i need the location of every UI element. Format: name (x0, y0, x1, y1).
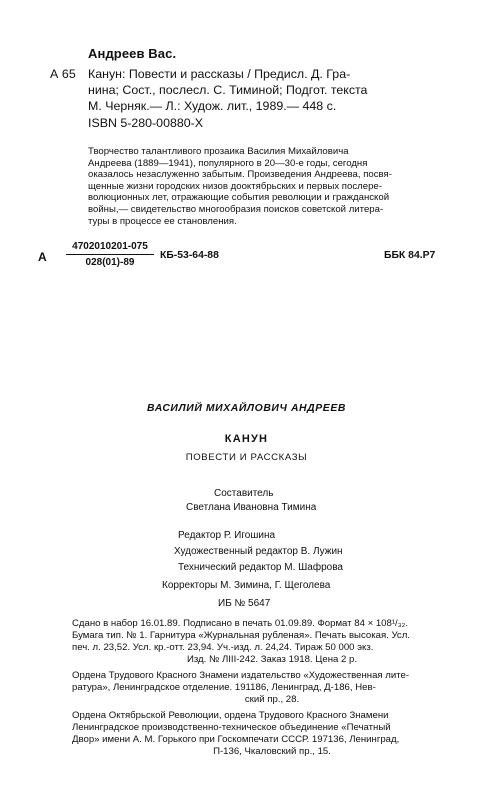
annotation-line: туры в процессе ее становления. (88, 215, 237, 227)
printer-line: П-136, Чкаловский пр., 15. (213, 746, 331, 757)
annotation-line: Андреева (1889—1941), популярного в 20—30-е годы, сегодня (88, 157, 368, 169)
card-line: нина; Сост., послесл. С. Тиминой; Подгот. текста (88, 83, 368, 98)
annotation-line: войны,— свидетельство многообразия поисков советской литера- (88, 203, 384, 215)
author-full-name: ВАСИЛИЙ МИХАЙЛОВИЧ АНДРЕЕВ (147, 403, 346, 414)
card-author: Андреев Вас. (88, 46, 177, 61)
publisher-line: ратура», Ленинградское отделение. 191186, Ленинград, Д-186, Нев- (72, 682, 376, 693)
proofreaders: Корректоры М. Зимина, Г. Щеголева (162, 580, 331, 591)
a-mark: А (38, 250, 47, 264)
card-bibliographic-lines (88, 66, 367, 131)
printer-line: Двор» имени А. М. Горького при Госкомпечати СССР. 197136, Ленинград, (72, 734, 400, 745)
card-line: Канун: Повести и рассказы / Предисл. Д. Гра- (88, 67, 351, 81)
classification-fraction (66, 240, 154, 269)
annotation-line: щенные жизни городских низов дооктябрьских и первых послере- (88, 180, 382, 192)
publisher-details (72, 670, 472, 706)
publisher-line: Ордена Трудового Красного Знамени издательство «Художественная лите- (72, 670, 410, 681)
printer-details (72, 710, 472, 758)
art-editor: Художественный редактор В. Лужин (174, 546, 343, 557)
publisher-line: ский пр., 28. (244, 694, 300, 705)
fraction-top: 4702010201-075 (72, 241, 148, 252)
print-line: Сдано в набор 16.01.89. Подписано в печать 01.09.89. Формат 84 × 108¹/₃₂. (72, 618, 409, 629)
tech-editor: Технический редактор М. Шафрова (178, 562, 343, 573)
compiler-name: Светлана Ивановна Тимина (186, 502, 317, 513)
print-line: Изд. № ЛIII-242. Заказ 1918. Цена 2 р. (186, 654, 358, 665)
card-line: М. Черняк.— Л.: Худож. лит., 1989.— 448 с. (88, 99, 337, 114)
isbn: ISBN 5-280-00880-X (88, 115, 204, 130)
fraction-bottom: 028(01)-89 (85, 257, 135, 268)
annotation-line: оказалось незаслуженно забытым. Произведения Андреева, посвя- (88, 169, 392, 181)
bbk-code: ББК 84.Р7 (384, 250, 436, 261)
printer-line: Ордена Октябрьской Революции, ордена Трудового Красного Знамени (72, 710, 389, 721)
editor: Редактор Р. Игошина (178, 530, 276, 541)
print-line: Бумага тип. № 1. Гарнитура «Журнальная рубленая». Печать высокая. Усл. (72, 630, 410, 641)
printer-line: Ленинградское производственно-техническое объединение «Печатный (72, 722, 391, 733)
print-line: печ. л. 23,52. Усл. кр.-отт. 23,94. Уч.-изд. л. 24,24. Тираж 50 000 экз. (72, 642, 374, 653)
annotation-line: Творчество талантливого прозаика Василия Михайловича (88, 146, 349, 157)
print-details (72, 618, 472, 666)
book-title: КАНУН (224, 433, 269, 445)
fraction-bar (66, 254, 154, 255)
annotation-line: волюционных лет, отражающие события революции и гражданской (88, 192, 390, 204)
book-subtitle: ПОВЕСТИ И РАССКАЗЫ (185, 452, 308, 463)
ib-number: ИБ № 5647 (218, 598, 271, 609)
call-number: А 65 (50, 67, 76, 81)
kb-code: КБ-53-64-88 (160, 250, 219, 261)
card-annotation (88, 146, 458, 227)
compiler-label: Составитель (214, 488, 274, 499)
